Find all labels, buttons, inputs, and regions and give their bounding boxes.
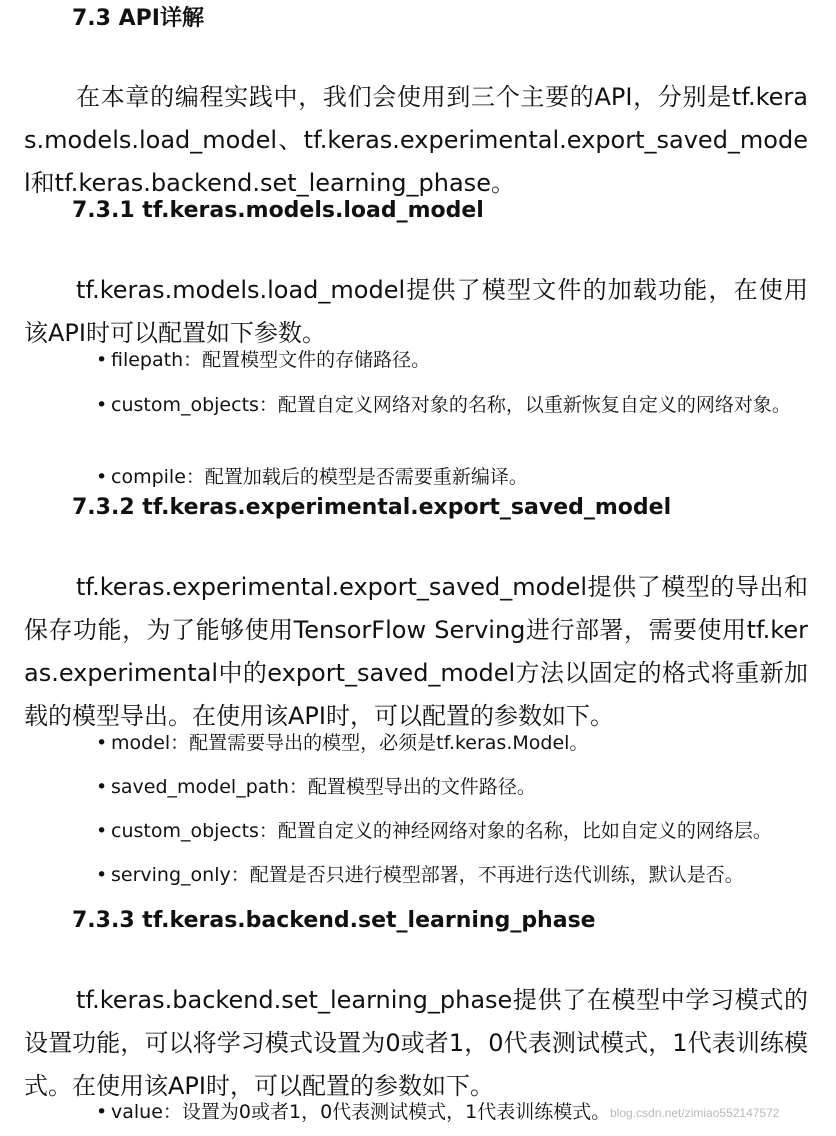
param-text: • model：配置需要导出的模型，必须是tf.keras.Model。 bbox=[111, 732, 589, 754]
export-saved-model-param-list bbox=[96, 729, 808, 905]
param-item bbox=[96, 773, 808, 817]
param-item bbox=[96, 817, 808, 861]
load-model-param-list bbox=[96, 346, 808, 493]
param-text: • saved_model_path：配置模型导出的文件路径。 bbox=[111, 776, 536, 798]
subsection-title-export-saved-model: 7.3.2 tf.keras.experimental.export_saved_model bbox=[72, 495, 672, 520]
param-text: • value：设置为0或者1，0代表测试模式，1代表训练模式。 bbox=[111, 1101, 611, 1123]
param-text: • compile：配置加载后的模型是否需要重新编译。 bbox=[111, 466, 528, 488]
section-intro: 在本章的编程实践中，我们会使用到三个主要的API，分别是tf.keras.models.load_model、tf.keras.experimental.export_saved_model和tf.keras.backend.set_learning_phase。 bbox=[24, 83, 808, 197]
subsection-paragraph-set-learning-phase: tf.keras.backend.set_learning_phase提供了在模型中学习模式的设置功能，可以将学习模式设置为0或者1，0代表测试模式，1代表训练模式。在使用该API时，可以配置的参数如下。 bbox=[24, 986, 808, 1100]
section-title: 7.3 API详解 bbox=[72, 6, 204, 31]
subsection-paragraph-export-saved-model: tf.keras.experimental.export_saved_model提供了模型的导出和保存功能，为了能够使用TensorFlow Serving进行部署，需要使用tf.keras.experimental中的export_saved_model方法以固定的格式将重新加载的模型导出。在使用该API时，可以配置的参数如下。 bbox=[24, 573, 808, 730]
param-item bbox=[96, 729, 808, 773]
subsection-title-set-learning-phase: 7.3.3 tf.keras.backend.set_learning_phase bbox=[72, 908, 596, 933]
watermark: blog.csdn.net/zimiao552147572 bbox=[610, 1106, 780, 1120]
subsection-title-load-model: 7.3.1 tf.keras.models.load_model bbox=[72, 198, 484, 223]
subsection-paragraph-load-model: tf.keras.models.load_model提供了模型文件的加载功能，在使用该API时可以配置如下参数。 bbox=[24, 276, 808, 347]
param-text: • custom_objects：配置自定义网络对象的名称，以重新恢复自定义的网络对象。 bbox=[111, 394, 791, 416]
param-item bbox=[96, 346, 808, 391]
param-item bbox=[96, 861, 808, 905]
param-item bbox=[96, 463, 808, 493]
param-text: • serving_only：配置是否只进行模型部署，不再进行迭代训练，默认是否。 bbox=[111, 864, 744, 886]
param-text: • custom_objects：配置自定义的神经网络对象的名称，比如自定义的网络层。 bbox=[111, 820, 772, 842]
param-item bbox=[96, 391, 808, 463]
param-text: • filepath：配置模型文件的存储路径。 bbox=[111, 349, 431, 371]
